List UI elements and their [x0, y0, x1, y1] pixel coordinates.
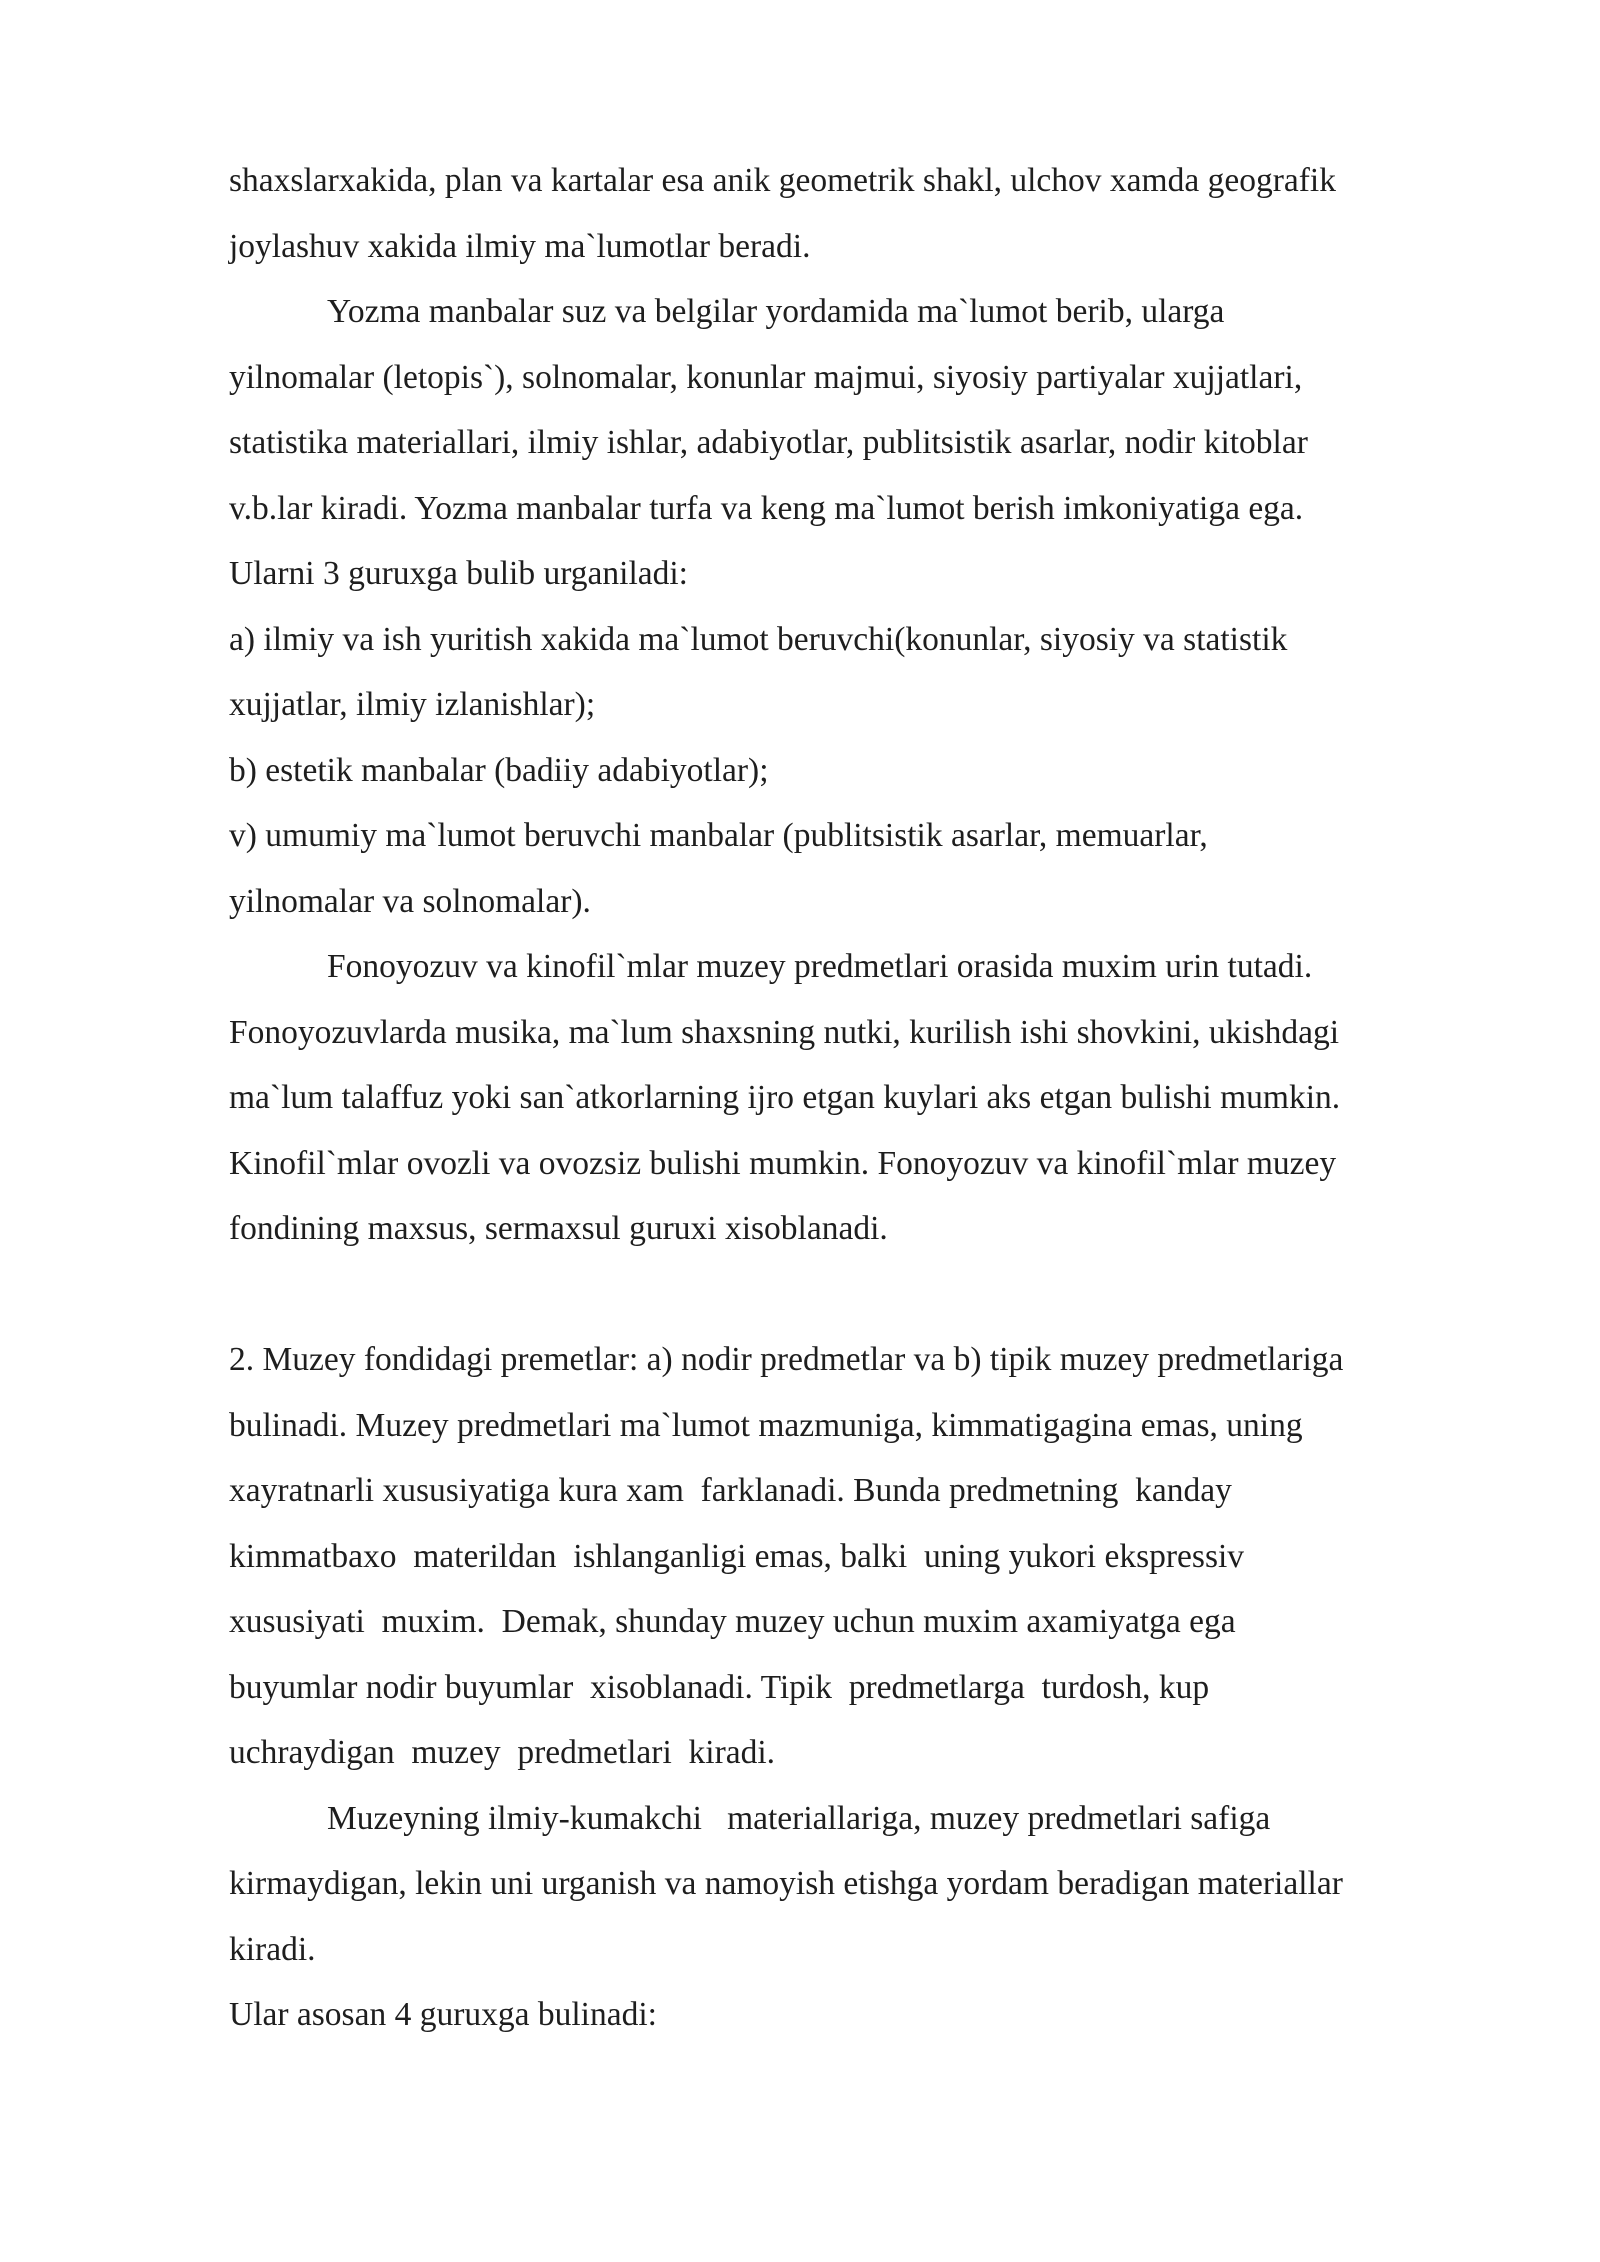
text-line: yilnomalar va solnomalar). — [229, 882, 591, 920]
text-line: Muzeyning ilmiy-kumakchi materiallariga, muzey predmetlari safiga — [327, 1799, 1271, 1837]
text-line: Fonoyozuv va kinofil`mlar muzey predmetlari orasida muxim urin tutadi. — [327, 948, 1313, 985]
list-item-b — [229, 738, 1509, 804]
text-line: joylashuv xakida ilmiy ma`lumotlar beradi. — [229, 227, 811, 265]
paragraph — [229, 148, 1509, 279]
text-line: Yozma manbalar suz va belgilar yordamida ma`lumot berib, ularga — [327, 293, 1225, 330]
text-line: shaxslarxakida, plan va kartalar esa anik geometrik shakl, ulchov xamda geografik — [229, 162, 1336, 199]
text-line: kiradi. — [229, 1930, 316, 1968]
text-line: xayratnarli xususiyatiga kura xam farklanadi. Bunda predmetning kanday — [229, 1472, 1232, 1509]
text-line: v) umumiy ma`lumot beruvchi manbalar (publitsistik asarlar, memuarlar, — [229, 817, 1208, 854]
text-line: bulinadi. Muzey predmetlari ma`lumot mazmuniga, kimmatigagina emas, uning — [229, 1406, 1303, 1444]
text-line: Kinofil`mlar ovozli va ovozsiz bulishi mumkin. Fonoyozuv va kinofil`mlar muzey — [229, 1144, 1337, 1182]
text-line: a) ilmiy va ish yuritish xakida ma`lumot beruvchi(konunlar, siyosiy va statistik — [229, 620, 1288, 658]
text-line: buyumlar nodir buyumlar xisoblanadi. Tipik predmetlarga turdosh, kup — [229, 1668, 1210, 1706]
paragraph — [229, 1786, 1509, 1983]
blank-line — [229, 1262, 1509, 1328]
text-line: xususiyati muxim. Demak, shunday muzey uchun muxim axamiyatga ega — [229, 1603, 1236, 1640]
list-item-v — [229, 803, 1509, 934]
text-line: xujjatlar, ilmiy izlanishlar); — [229, 686, 596, 723]
text-line: uchraydigan muzey predmetlari kiradi. — [229, 1734, 776, 1771]
text-line: fondining maxsus, sermaxsul guruxi xisoblanadi. — [229, 1210, 888, 1247]
text-line: Ular asosan 4 guruxga bulinadi: — [229, 1996, 657, 2033]
list-item-a — [229, 607, 1509, 738]
numbered-paragraph — [229, 1327, 1509, 1786]
text-line: yilnomalar (letopis`), solnomalar, konunlar majmui, siyosiy partiyalar xujjatlari, — [229, 358, 1303, 396]
text-line: v.b.lar kiradi. Yozma manbalar turfa va keng ma`lumot berish imkoniyatiga ega. — [229, 489, 1304, 527]
text-line: statistika materiallari, ilmiy ishlar, adabiyotlar, publitsistik asarlar, nodir kitoblar — [229, 424, 1308, 461]
document-body — [229, 148, 1509, 2048]
paragraph — [229, 934, 1509, 1262]
text-line: ma`lum talaffuz yoki san`atkorlarning ijro etgan kuylari aks etgan bulishi mumkin. — [229, 1079, 1341, 1116]
paragraph — [229, 1982, 1509, 2048]
paragraph — [229, 279, 1509, 607]
text-line: Fonoyozuvlarda musika, ma`lum shaxsning nutki, kurilish ishi shovkini, ukishdagi — [229, 1013, 1340, 1051]
text-line: kirmaydigan, lekin uni urganish va namoyish etishga yordam beradigan materiallar — [229, 1865, 1343, 1902]
text-line: 2. Muzey fondidagi premetlar: a) nodir predmetlar va b) tipik muzey predmetlariga — [229, 1341, 1344, 1378]
text-line: Ularni 3 guruxga bulib urganiladi: — [229, 555, 688, 592]
text-line: b) estetik manbalar (badiiy adabiyotlar); — [229, 751, 769, 789]
text-line: kimmatbaxo materildan ishlanganligi emas, balki uning yukori ekspressiv — [229, 1537, 1245, 1575]
